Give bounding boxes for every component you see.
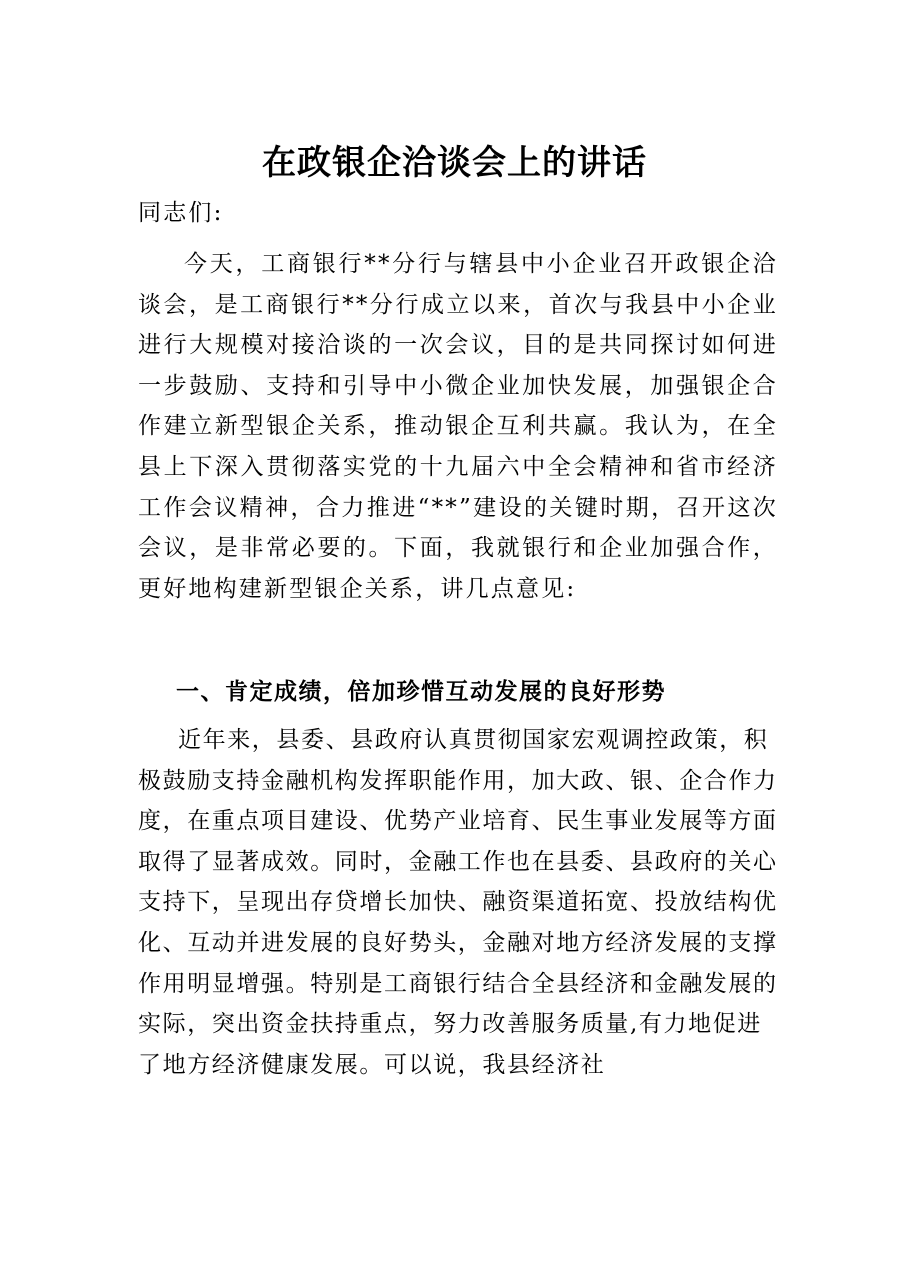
document-title: 在政银企洽谈会上的讲话 [262,142,647,183]
section-heading-1: 一、肯定成绩，倍加珍惜互动发展的良好形势 [176,679,666,705]
section-1-paragraph: 近年来，县委、县政府认真贯彻国家宏观调控政策，积极鼓励支持金融机构发挥职能作用，加大政、银、企合作力度，在重点项目建设、优势产业培育、民生事业发展等方面取得了显著成效。同时，金融工作也在县委、县政府的关心支持下，呈现出存贷增长加快、融资渠道拓宽、投放结构优化、互动并进发展的良好势头，金融对地方经济发展的支撑作用明显增强。特别是工商银行结合全县经济和金融发展的实际，突出资金扶持重点，努力改善服务质量,有力地促进了地方经济健康发展。可以说，我县经济社 [138,727,778,1078]
opening-paragraph: 今天，工商银行**分行与辖县中小企业召开政银企洽谈会，是工商银行**分行成立以来，首次与我县中小企业进行大规模对接洽谈的一次会议，目的是共同探讨如何进一步鼓励、支持和引导中小微企业加快发展，加强银企合作建立新型银企关系，推动银企互利共赢。我认为，在全县上下深入贯彻落实党的十九届六中全会精神和省市经济工作会议精神，合力推进“**”建设的关键时期，召开这次会议，是非常必要的。下面，我就银行和企业加强合作，更好地构建新型银企关系，讲几点意见: [138,251,778,602]
salutation: 同志们: [138,200,224,226]
